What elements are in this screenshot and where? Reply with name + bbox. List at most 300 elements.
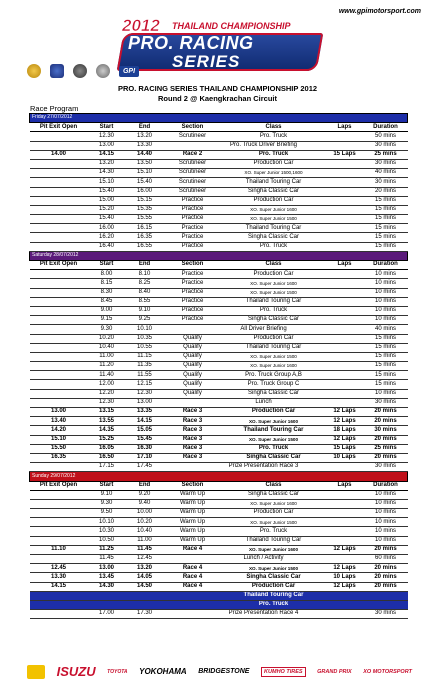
duration-cell: 15 mins [364, 352, 408, 361]
class-cell: Thailand Touring Car [222, 536, 326, 545]
pit-exit-cell: 15.50 [30, 444, 88, 453]
pit-exit-cell [30, 343, 88, 352]
laps-cell [326, 380, 364, 389]
start-cell: 15.20 [88, 205, 126, 214]
header-end: End [126, 123, 164, 132]
start-cell: 12.00 [88, 380, 126, 389]
end-cell: 10.35 [126, 334, 164, 343]
duration-cell [364, 600, 408, 609]
start-cell: 8.00 [88, 270, 126, 279]
schedule-row [30, 591, 408, 600]
end-cell: 11.15 [126, 352, 164, 361]
laps-cell: 10 Laps [326, 573, 364, 582]
section-cell: Practice [164, 270, 222, 279]
laps-cell [326, 316, 364, 325]
duration-cell: 10 mins [364, 306, 408, 315]
section-cell: Qualify [164, 343, 222, 352]
duration-cell: 30 mins [364, 178, 408, 187]
sponsor-isuzu: ISUZU [56, 664, 96, 679]
section-cell: Warm Up [164, 518, 222, 527]
section-cell: Practice [164, 205, 222, 214]
duration-cell: 20 mins [364, 453, 408, 462]
class-cell: Thailand Touring Car [222, 297, 326, 306]
end-cell: 13.30 [126, 141, 164, 150]
pit-exit-cell: 11.10 [30, 545, 88, 554]
pit-exit-cell [30, 600, 88, 609]
schedule-row [30, 380, 408, 389]
header-pit: Pit Exit Open [30, 481, 88, 490]
end-cell: 14.50 [126, 582, 164, 591]
schedule-row [30, 610, 408, 619]
end-cell: 13.20 [126, 564, 164, 573]
end-cell: 8.55 [126, 297, 164, 306]
duration-cell: 15 mins [364, 334, 408, 343]
class-cell: Thailand Touring Car [222, 224, 326, 233]
schedule-row [30, 215, 408, 224]
schedule-row [30, 178, 408, 187]
class-cell: XO. Super Junior 1600 [222, 205, 326, 214]
start-cell: 16.50 [88, 453, 126, 462]
section-cell: All Driver Briefing [164, 325, 364, 334]
section-cell: Lunch [164, 398, 364, 407]
badge-icon [96, 64, 110, 78]
duration-cell: 15 mins [364, 371, 408, 380]
sponsor-toyota: TOYOTA [107, 668, 128, 675]
laps-cell [326, 242, 364, 251]
pit-exit-cell [30, 159, 88, 168]
schedule-row [30, 371, 408, 380]
header-duration: Duration [364, 481, 408, 490]
schedule-row [30, 233, 408, 242]
laps-cell [326, 352, 364, 361]
duration-cell: 15 mins [364, 233, 408, 242]
pit-exit-cell [30, 132, 88, 141]
logo-series: SERIES [172, 52, 241, 71]
class-cell: XO. Super Junior 1500 [222, 435, 326, 444]
start-cell: 8.45 [88, 297, 126, 306]
section-cell: Practice [164, 279, 222, 288]
class-cell: Pro. Truck [222, 444, 326, 453]
start-cell: 16.20 [88, 233, 126, 242]
class-cell: XO. Super Junior 1600 [222, 499, 326, 508]
day-label: Friday 27/07/2012 [30, 114, 408, 123]
end-cell: 8.10 [126, 270, 164, 279]
class-cell: Production Car [222, 334, 326, 343]
laps-cell [326, 178, 364, 187]
laps-cell: 12 Laps [326, 435, 364, 444]
sponsor-badge-icon [27, 665, 45, 679]
pit-exit-cell [30, 536, 88, 545]
header-section: Section [164, 261, 222, 270]
schedule-row [30, 408, 408, 417]
section-cell [164, 600, 222, 609]
start-cell: 13.45 [88, 573, 126, 582]
class-cell: XO. Super Junior 1500 [222, 564, 326, 573]
pit-exit-cell [30, 141, 88, 150]
section-cell [164, 591, 222, 600]
end-cell: 16.30 [126, 444, 164, 453]
schedule-row [30, 205, 408, 214]
header-class: Class [222, 261, 326, 270]
duration-cell: 20 mins [364, 582, 408, 591]
laps-cell: 12 Laps [326, 564, 364, 573]
duration-cell: 15 mins [364, 343, 408, 352]
pit-exit-cell: 13.30 [30, 573, 88, 582]
logo-pro-racing: PRO. RACING [128, 33, 254, 53]
section-cell: Scrutineer [164, 187, 222, 196]
class-cell: Production Car [222, 159, 326, 168]
end-cell: 15.10 [126, 169, 164, 178]
end-cell: 8.25 [126, 279, 164, 288]
end-cell: 12.15 [126, 380, 164, 389]
start-cell: 16.40 [88, 242, 126, 251]
duration-cell: 10 mins [364, 527, 408, 536]
sponsor-yokohama: YOKOHAMA [139, 667, 187, 676]
start-cell: 9.50 [88, 509, 126, 518]
header-row [30, 261, 408, 270]
pit-exit-cell: 13.00 [30, 408, 88, 417]
schedule-row [30, 187, 408, 196]
pit-exit-cell [30, 362, 88, 371]
pit-exit-cell [30, 610, 88, 619]
class-cell: XO. Super Junior 1500 [222, 518, 326, 527]
section-cell: Practice [164, 215, 222, 224]
class-cell: Production Car [222, 509, 326, 518]
laps-cell [326, 509, 364, 518]
laps-cell [326, 270, 364, 279]
pit-exit-cell [30, 389, 88, 398]
royal-emblem-icon [27, 64, 41, 78]
end-cell: 14.40 [126, 150, 164, 159]
emblem-row [27, 64, 139, 78]
crest-icon [50, 64, 64, 78]
section-cell: Practice [164, 224, 222, 233]
section-cell: Race 3 [164, 417, 222, 426]
start-cell: 10.20 [88, 334, 126, 343]
pit-exit-cell [30, 325, 88, 334]
section-cell: Race 3 [164, 426, 222, 435]
section-cell: Lunch / Activity [164, 555, 364, 564]
pit-exit-cell [30, 527, 88, 536]
pit-exit-cell [30, 288, 88, 297]
race-program-heading: Race Program [30, 104, 79, 113]
end-cell: 17.30 [126, 610, 164, 619]
schedule-row [30, 398, 408, 407]
pit-exit-cell [30, 297, 88, 306]
duration-cell: 30 mins [364, 159, 408, 168]
sponsor-xo-motorsport: XO MOTORSPORT [363, 668, 412, 675]
header-duration: Duration [364, 261, 408, 270]
laps-cell [326, 591, 364, 600]
end-cell: 11.45 [126, 545, 164, 554]
duration-cell: 30 mins [364, 426, 408, 435]
day-row [30, 472, 408, 481]
start-cell: 11.45 [88, 555, 126, 564]
duration-cell: 20 mins [364, 545, 408, 554]
end-cell: 15.45 [126, 435, 164, 444]
section-cell: Scrutineer [164, 178, 222, 187]
end-cell: 12.45 [126, 555, 164, 564]
schedule-row [30, 224, 408, 233]
start-cell: 13.00 [88, 564, 126, 573]
end-cell: 9.10 [126, 306, 164, 315]
pit-exit-cell [30, 270, 88, 279]
schedule-row [30, 564, 408, 573]
start-cell: 11.40 [88, 371, 126, 380]
schedule-table [29, 113, 408, 619]
section-cell: Race 3 [164, 408, 222, 417]
duration-cell: 30 mins [364, 610, 408, 619]
section-cell: Race 4 [164, 564, 222, 573]
start-cell [88, 600, 126, 609]
pit-exit-cell [30, 380, 88, 389]
sponsor-kumho: KUMHO TIRES [261, 667, 306, 677]
pit-exit-cell [30, 499, 88, 508]
laps-cell: 15 Laps [326, 150, 364, 159]
pit-exit-cell [30, 205, 88, 214]
end-cell: 8.40 [126, 288, 164, 297]
schedule-row [30, 306, 408, 315]
schedule-row [30, 242, 408, 251]
end-cell: 9.20 [126, 490, 164, 499]
start-cell: 17.00 [88, 610, 126, 619]
class-cell: Singha Classic Car [222, 187, 326, 196]
section-cell: Practice [164, 233, 222, 242]
class-cell: Thailand Touring Car [222, 343, 326, 352]
header-laps: Laps [326, 261, 364, 270]
schedule-row [30, 132, 408, 141]
section-cell: Warm Up [164, 527, 222, 536]
end-cell: 13.20 [126, 132, 164, 141]
duration-cell: 20 mins [364, 573, 408, 582]
duration-cell: 15 mins [364, 380, 408, 389]
duration-cell: 15 mins [364, 196, 408, 205]
class-cell: Pro. Truck [222, 132, 326, 141]
start-cell: 15.10 [88, 178, 126, 187]
pit-exit-cell [30, 398, 88, 407]
start-cell: 15.40 [88, 187, 126, 196]
class-cell: XO. Super Junior 1500,1600 [222, 169, 326, 178]
end-cell: 15.05 [126, 426, 164, 435]
section-cell: Qualify [164, 352, 222, 361]
gpi-logo-icon: GPI [119, 66, 139, 77]
duration-cell: 10 mins [364, 288, 408, 297]
pit-exit-cell [30, 279, 88, 288]
schedule-row [30, 573, 408, 582]
header-duration: Duration [364, 123, 408, 132]
header-start: Start [88, 481, 126, 490]
duration-cell: 10 mins [364, 389, 408, 398]
schedule-row [30, 159, 408, 168]
schedule-row [30, 435, 408, 444]
section-cell: Qualify [164, 334, 222, 343]
class-cell: Singha Classic Car [222, 389, 326, 398]
laps-cell [326, 343, 364, 352]
schedule-row [30, 362, 408, 371]
pit-exit-cell [30, 509, 88, 518]
duration-cell: 30 mins [364, 141, 408, 150]
schedule-row [30, 509, 408, 518]
laps-cell [326, 518, 364, 527]
pit-exit-cell [30, 306, 88, 315]
header-pit: Pit Exit Open [30, 261, 88, 270]
schedule-row [30, 150, 408, 159]
schedule-row [30, 279, 408, 288]
section-cell: Qualify [164, 371, 222, 380]
laps-cell [326, 297, 364, 306]
class-cell: XO. Super Junior 1500 [222, 215, 326, 224]
laps-cell [326, 334, 364, 343]
header-pit: Pit Exit Open [30, 123, 88, 132]
section-cell: Practice [164, 288, 222, 297]
laps-cell [326, 536, 364, 545]
schedule-row [30, 343, 408, 352]
end-cell: 16.55 [126, 242, 164, 251]
laps-cell [326, 224, 364, 233]
class-cell: Singha Classic Car [222, 573, 326, 582]
start-cell: 14.30 [88, 169, 126, 178]
end-cell: 16.15 [126, 224, 164, 233]
header-row [30, 123, 408, 132]
day-row [30, 114, 408, 123]
duration-cell: 10 mins [364, 297, 408, 306]
pit-exit-cell: 14.20 [30, 426, 88, 435]
laps-cell [326, 490, 364, 499]
end-cell: 15.15 [126, 196, 164, 205]
start-cell: 11.25 [88, 545, 126, 554]
header-section: Section [164, 123, 222, 132]
class-cell: XO. Super Junior 1600 [222, 545, 326, 554]
class-cell: Pro. Truck [222, 306, 326, 315]
schedule-row [30, 453, 408, 462]
schedule-row [30, 582, 408, 591]
header-end: End [126, 261, 164, 270]
schedule-row [30, 555, 408, 564]
section-cell: Scrutineer [164, 159, 222, 168]
start-cell: 15.40 [88, 215, 126, 224]
section-cell: Qualify [164, 362, 222, 371]
end-cell: 17.10 [126, 453, 164, 462]
schedule-row [30, 141, 408, 150]
pit-exit-cell: 15.10 [30, 435, 88, 444]
section-cell: Race 4 [164, 582, 222, 591]
start-cell: 12.30 [88, 398, 126, 407]
laps-cell: 12 Laps [326, 582, 364, 591]
duration-cell: 30 mins [364, 463, 408, 472]
duration-cell: 15 mins [364, 215, 408, 224]
duration-cell: 10 mins [364, 490, 408, 499]
class-cell: Production Car [222, 408, 326, 417]
laps-cell [326, 499, 364, 508]
start-cell: 14.15 [88, 150, 126, 159]
schedule-row [30, 600, 408, 609]
class-cell: Pro. Truck Group A,B [222, 371, 326, 380]
duration-cell: 20 mins [364, 187, 408, 196]
header-start: Start [88, 261, 126, 270]
header-class: Class [222, 123, 326, 132]
header-class: Class [222, 481, 326, 490]
sponsor-grand-prix: GRAND PRIX [317, 668, 352, 675]
class-cell: Thailand Touring Car [222, 178, 326, 187]
pit-exit-cell [30, 490, 88, 499]
pit-exit-cell: 14.00 [30, 150, 88, 159]
start-cell: 16.05 [88, 444, 126, 453]
schedule-row [30, 389, 408, 398]
class-cell: Pro. Truck [222, 527, 326, 536]
schedule-row [30, 196, 408, 205]
start-cell: 12.30 [88, 132, 126, 141]
pit-exit-cell: 13.40 [30, 417, 88, 426]
schedule-row [30, 325, 408, 334]
pit-exit-cell [30, 224, 88, 233]
laps-cell: 12 Laps [326, 417, 364, 426]
website-url[interactable]: www.gpimotorsport.com [338, 8, 421, 15]
class-cell: Thailand Touring Car [222, 426, 326, 435]
start-cell: 13.15 [88, 408, 126, 417]
start-cell: 15.25 [88, 435, 126, 444]
header-laps: Laps [326, 123, 364, 132]
start-cell: 10.40 [88, 343, 126, 352]
duration-cell: 25 mins [364, 444, 408, 453]
duration-cell: 15 mins [364, 224, 408, 233]
pit-exit-cell [30, 187, 88, 196]
laps-cell [326, 215, 364, 224]
start-cell: 10.10 [88, 518, 126, 527]
section-cell: Race 4 [164, 545, 222, 554]
duration-cell: 15 mins [364, 242, 408, 251]
duration-cell: 10 mins [364, 536, 408, 545]
section-cell: Practice [164, 316, 222, 325]
header-row [30, 481, 408, 490]
pit-exit-cell [30, 591, 88, 600]
class-cell: XO. Super Junior 1600 [222, 362, 326, 371]
section-cell: Qualify [164, 380, 222, 389]
end-cell: 13.35 [126, 408, 164, 417]
pit-exit-cell [30, 316, 88, 325]
end-cell: 11.35 [126, 362, 164, 371]
laps-cell [326, 288, 364, 297]
duration-cell: 15 mins [364, 362, 408, 371]
pit-exit-cell [30, 463, 88, 472]
class-cell: Singha Classic Car [222, 490, 326, 499]
class-cell: Production Car [222, 582, 326, 591]
duration-cell [364, 591, 408, 600]
pit-exit-cell: 12.45 [30, 564, 88, 573]
laps-cell [326, 159, 364, 168]
schedule-row [30, 463, 408, 472]
section-cell: Prize Presentation Race 4 [164, 610, 364, 619]
duration-cell: 40 mins [364, 325, 408, 334]
end-cell [126, 600, 164, 609]
duration-cell: 20 mins [364, 564, 408, 573]
section-cell: Scrutineer [164, 132, 222, 141]
pit-exit-cell [30, 242, 88, 251]
section-cell: Race 3 [164, 435, 222, 444]
end-cell: 13.50 [126, 159, 164, 168]
end-cell: 16.35 [126, 233, 164, 242]
section-cell: Warm Up [164, 490, 222, 499]
section-cell: Warm Up [164, 509, 222, 518]
start-cell: 12.20 [88, 389, 126, 398]
laps-cell [326, 279, 364, 288]
start-cell: 10.50 [88, 536, 126, 545]
class-cell: Pro. Truck [222, 242, 326, 251]
laps-cell: 10 Laps [326, 453, 364, 462]
laps-cell [326, 233, 364, 242]
duration-cell: 10 mins [364, 509, 408, 518]
section-cell: Practice [164, 297, 222, 306]
start-cell: 11.00 [88, 352, 126, 361]
